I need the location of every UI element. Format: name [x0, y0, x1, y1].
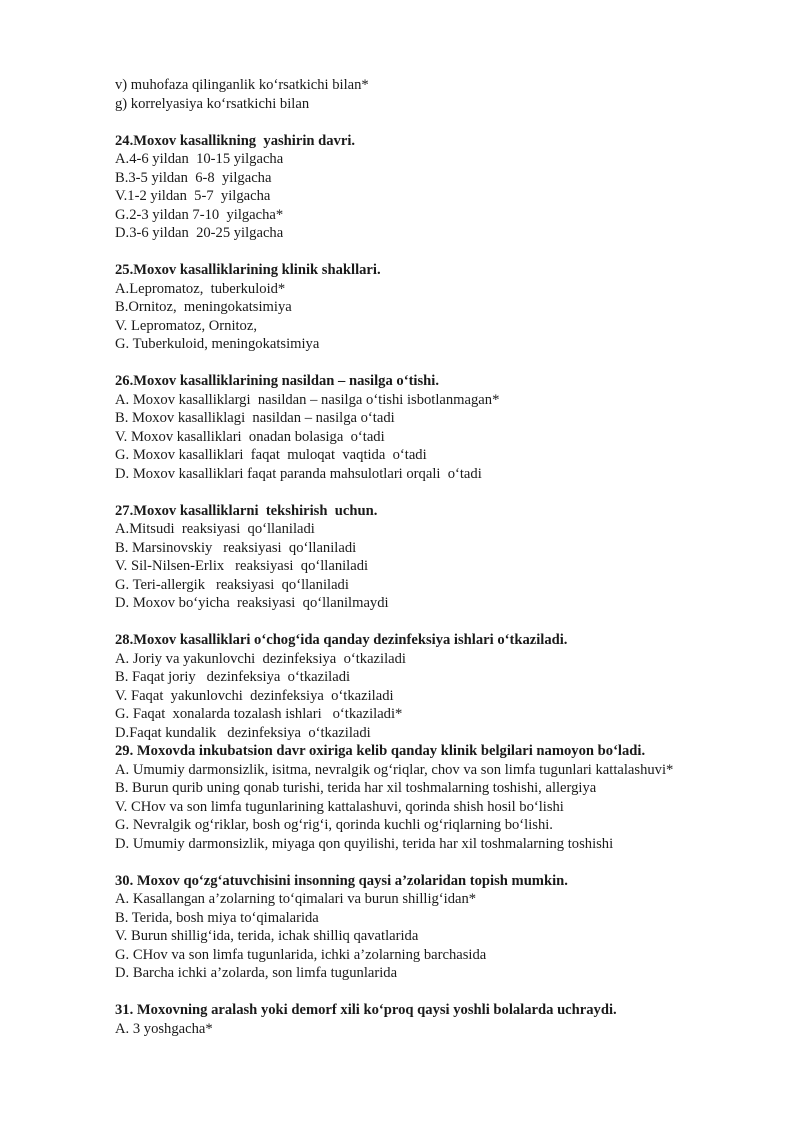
option-line: A. Moxov kasalliklargi nasildan – nasilga o‘tishi isbotlanmagan* [115, 391, 500, 408]
question-28 [115, 631, 785, 742]
option-line: G. Faqat xonalarda tozalash ishlari o‘tkaziladi* [115, 706, 403, 722]
option-line: D. Barcha ichki a’zolarda, son limfa tugunlarida [115, 965, 398, 981]
option-line: A.4-6 yildan 10-15 yilgacha [115, 151, 284, 167]
question-title: 26.Moxov kasalliklarining nasildan – nasilga o‘tishi. [115, 373, 439, 389]
option-line: V. Faqat yakunlovchi dezinfeksiya o‘tkaziladi [115, 687, 394, 704]
document-page [115, 76, 785, 1038]
option-line: V. Lepromatoz, Ornitoz, [115, 317, 257, 334]
option-line: D.Faqat kundalik dezinfeksiya o‘tkaziladi [115, 724, 371, 741]
option-line: A. Umumiy darmonsizlik, isitma, nevralgik og‘riqlar, chov va son limfa tugunlari kattalashuvi* [115, 761, 674, 778]
option-line: A. Kasallangan a’zolarning to‘qimalari va burun shillig‘idan* [115, 891, 477, 907]
question-24 [115, 132, 785, 243]
intro-options [115, 76, 785, 113]
option-line: D. Moxov kasalliklari faqat paranda mahsulotlari orqali o‘tadi [115, 465, 482, 482]
option-line: V.1-2 yildan 5-7 yilgacha [115, 188, 271, 204]
spacer [115, 853, 785, 872]
spacer [115, 354, 785, 373]
option-line: G. Moxov kasalliklari faqat muloqat vaqtida o‘tadi [115, 447, 427, 463]
option-line: A. Joriy va yakunlovchi dezinfeksiya o‘tkaziladi [115, 650, 406, 667]
spacer [115, 983, 785, 1002]
question-title: 24.Moxov kasallikning yashirin davri. [115, 132, 356, 149]
option-line: V. CHov va son limfa tugunlarining kattalashuvi, qorinda shish hosil bo‘lishi [115, 798, 564, 815]
option-line: B. Marsinovskiy reaksiyasi qo‘llaniladi [115, 539, 357, 556]
question-30 [115, 872, 785, 983]
question-26 [115, 372, 785, 483]
question-27 [115, 502, 785, 613]
question-title: 29. Moxovda inkubatsion davr oxiriga kelib qanday klinik belgilari namoyon bo‘ladi. [115, 743, 646, 759]
spacer [115, 113, 785, 132]
question-25 [115, 261, 785, 354]
question-29 [115, 742, 785, 853]
option-line: B. Terida, bosh miya to‘qimalarida [115, 909, 319, 926]
spacer [115, 483, 785, 502]
option-line: g) korrelyasiya ko‘rsatkichi bilan [115, 95, 310, 112]
option-line: D.3-6 yildan 20-25 yilgacha [115, 225, 284, 241]
option-line: A. 3 yoshgacha* [115, 1020, 213, 1037]
question-title: 30. Moxov qo‘zg‘atuvchisini insonning qaysi a’zolaridan topish mumkin. [115, 872, 568, 889]
option-line: G. Teri-allergik reaksiyasi qo‘llaniladi [115, 576, 349, 593]
option-line: A.Lepromatoz, tuberkuloid* [115, 280, 286, 297]
question-title: 31. Moxovning aralash yoki demorf xili ko‘proq qaysi yoshli bolalarda uchraydi. [115, 1002, 617, 1018]
option-line: B. Moxov kasalliklagi nasildan – nasilga o‘tadi [115, 410, 395, 426]
question-title: 25.Moxov kasalliklarining klinik shakllari. [115, 262, 381, 278]
option-line: B.3-5 yildan 6-8 yilgacha [115, 169, 272, 186]
option-line: G.2-3 yildan 7-10 yilgacha* [115, 206, 284, 223]
option-line: V. Burun shillig‘ida, terida, ichak shilliq qavatlarida [115, 928, 419, 944]
option-line: A.Mitsudi reaksiyasi qo‘llaniladi [115, 521, 315, 537]
option-line: V. Sil-Nilsen-Erlix reaksiyasi qo‘llaniladi [115, 558, 369, 574]
question-title: 27.Moxov kasalliklarni tekshirish uchun. [115, 502, 378, 519]
option-line: B. Faqat joriy dezinfeksiya o‘tkaziladi [115, 669, 351, 685]
option-line: G. Nevralgik og‘riklar, bosh og‘rig‘i, qorinda kuchli og‘riqlarning bo‘lishi. [115, 817, 553, 833]
option-line: D. Moxov bo‘yicha reaksiyasi qo‘llanilmaydi [115, 595, 389, 611]
option-line: G. Tuberkuloid, meningokatsimiya [115, 336, 320, 352]
option-line: B. Burun qurib uning qonab turishi, terida har xil toshmalarning toshishi, allergiya [115, 780, 597, 796]
spacer [115, 243, 785, 262]
option-line: G. CHov va son limfa tugunlarida, ichki a’zolarning barchasida [115, 946, 487, 963]
option-line: V. Moxov kasalliklari onadan bolasiga o‘tadi [115, 428, 385, 445]
option-line: v) muhofaza qilinganlik ko‘rsatkichi bilan* [115, 77, 369, 93]
option-line: B.Ornitoz, meningokatsimiya [115, 299, 292, 315]
question-31 [115, 1001, 785, 1038]
question-title: 28.Moxov kasalliklari o‘chog‘ida qanday dezinfeksiya ishlari o‘tkaziladi. [115, 632, 568, 648]
option-line: D. Umumiy darmonsizlik, miyaga qon quyilishi, terida har xil toshmalarning toshishi [115, 835, 614, 852]
spacer [115, 613, 785, 632]
